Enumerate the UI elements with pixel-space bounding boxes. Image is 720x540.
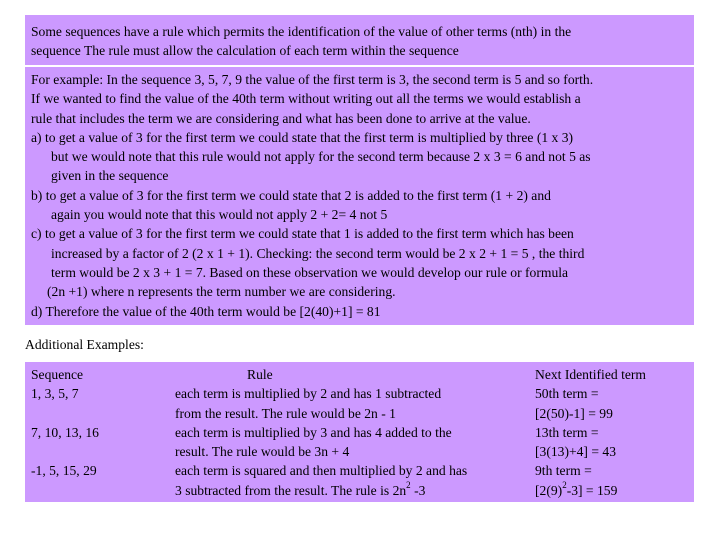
intro-line: sequence The rule must allow the calculation of each term within the sequence [31,43,459,59]
example-line: term would be 2 x 3 + 1 = 7. Based on these observation we would develop our rule or formula [51,264,569,280]
example-line: increased by a factor of 2 (2 x 1 + 1). Checking: the second term would be 2 x 2 + 1 = 5 , the third [51,245,585,261]
sequence-column [31,365,99,481]
examples-table [25,362,694,502]
intro-line: Some sequences have a rule which permits the identification of the value of other terms (nth) in the [31,24,572,39]
next-term-cell: $[2(9)^2-3] = 159$ [535,480,618,498]
example-line: given in the sequence [51,168,169,184]
next-term-cell: 9th term = [535,463,592,479]
example-line: If we wanted to find the value of the 40th term without writing out all the terms we would establish a [31,91,581,107]
next-term-cell: 50th term = [535,386,599,402]
rule-cell: result. The rule would be 3n + 4 [175,444,350,460]
rule-header: Rule [247,367,273,382]
sequence-cell: 1, 3, 5, 7 [31,386,79,402]
rule-cell: each term is multiplied by 2 and has 1 subtracted [175,386,442,402]
example-line: For example: In the sequence 3, 5, 7, 9 the value of the first term is 3, the second term is 5 and so forth. [31,72,594,87]
next-term-column [535,365,646,500]
example-step-b: b) to get a value of 3 for the first term we could state that 2 is added to the first term (1 + 2) and [31,187,551,203]
rule-cell: 3 subtracted from the result. The rule is $2n^2$ -3 [175,480,426,498]
rule-cell: each term is squared and then multiplied by 2 and has [175,463,468,479]
next-term-cell: [2(50)-1] = 99 [535,405,613,421]
next-term-cell: [3(13)+4] = 43 [535,444,617,460]
example-line: but we would note that this rule would not apply for the second term because 2 x 3 = 6 and not 5 as [51,149,591,165]
additional-examples-label: Additional Examples: [25,337,144,352]
example-line: (2n +1) where n represents the term number we are considering. [47,284,396,300]
next-term-cell: 13th term = [535,424,599,440]
intro-text-box [25,15,694,65]
rule-cell: from the result. The rule would be 2n - 1 [175,405,396,421]
sequence-cell: -1, 5, 15, 29 [31,463,97,479]
rule-column [175,365,467,500]
example-step-a: a) to get a value of 3 for the first term we could state that the first term is multiplied by three (1 x 3) [31,129,574,145]
example-line: again you would note that this would not apply 2 + 2= 4 not 5 [51,207,388,223]
next-term-header: Next Identified term [535,367,646,382]
sequence-header: Sequence [31,367,84,382]
sequence-cell: 7, 10, 13, 16 [31,424,99,440]
example-line: rule that includes the term we are considering and what has been done to arrive at the value. [31,110,531,126]
example-step-d: d) Therefore the value of the 40th term would be [2(40)+1] = 81 [31,303,381,319]
example-step-c: c) to get a value of 3 for the first term we could state that 1 is added to the first term which has been [31,226,574,242]
rule-cell: each term is multiplied by 3 and has 4 added to the [175,424,452,440]
example-text-box [25,67,694,325]
